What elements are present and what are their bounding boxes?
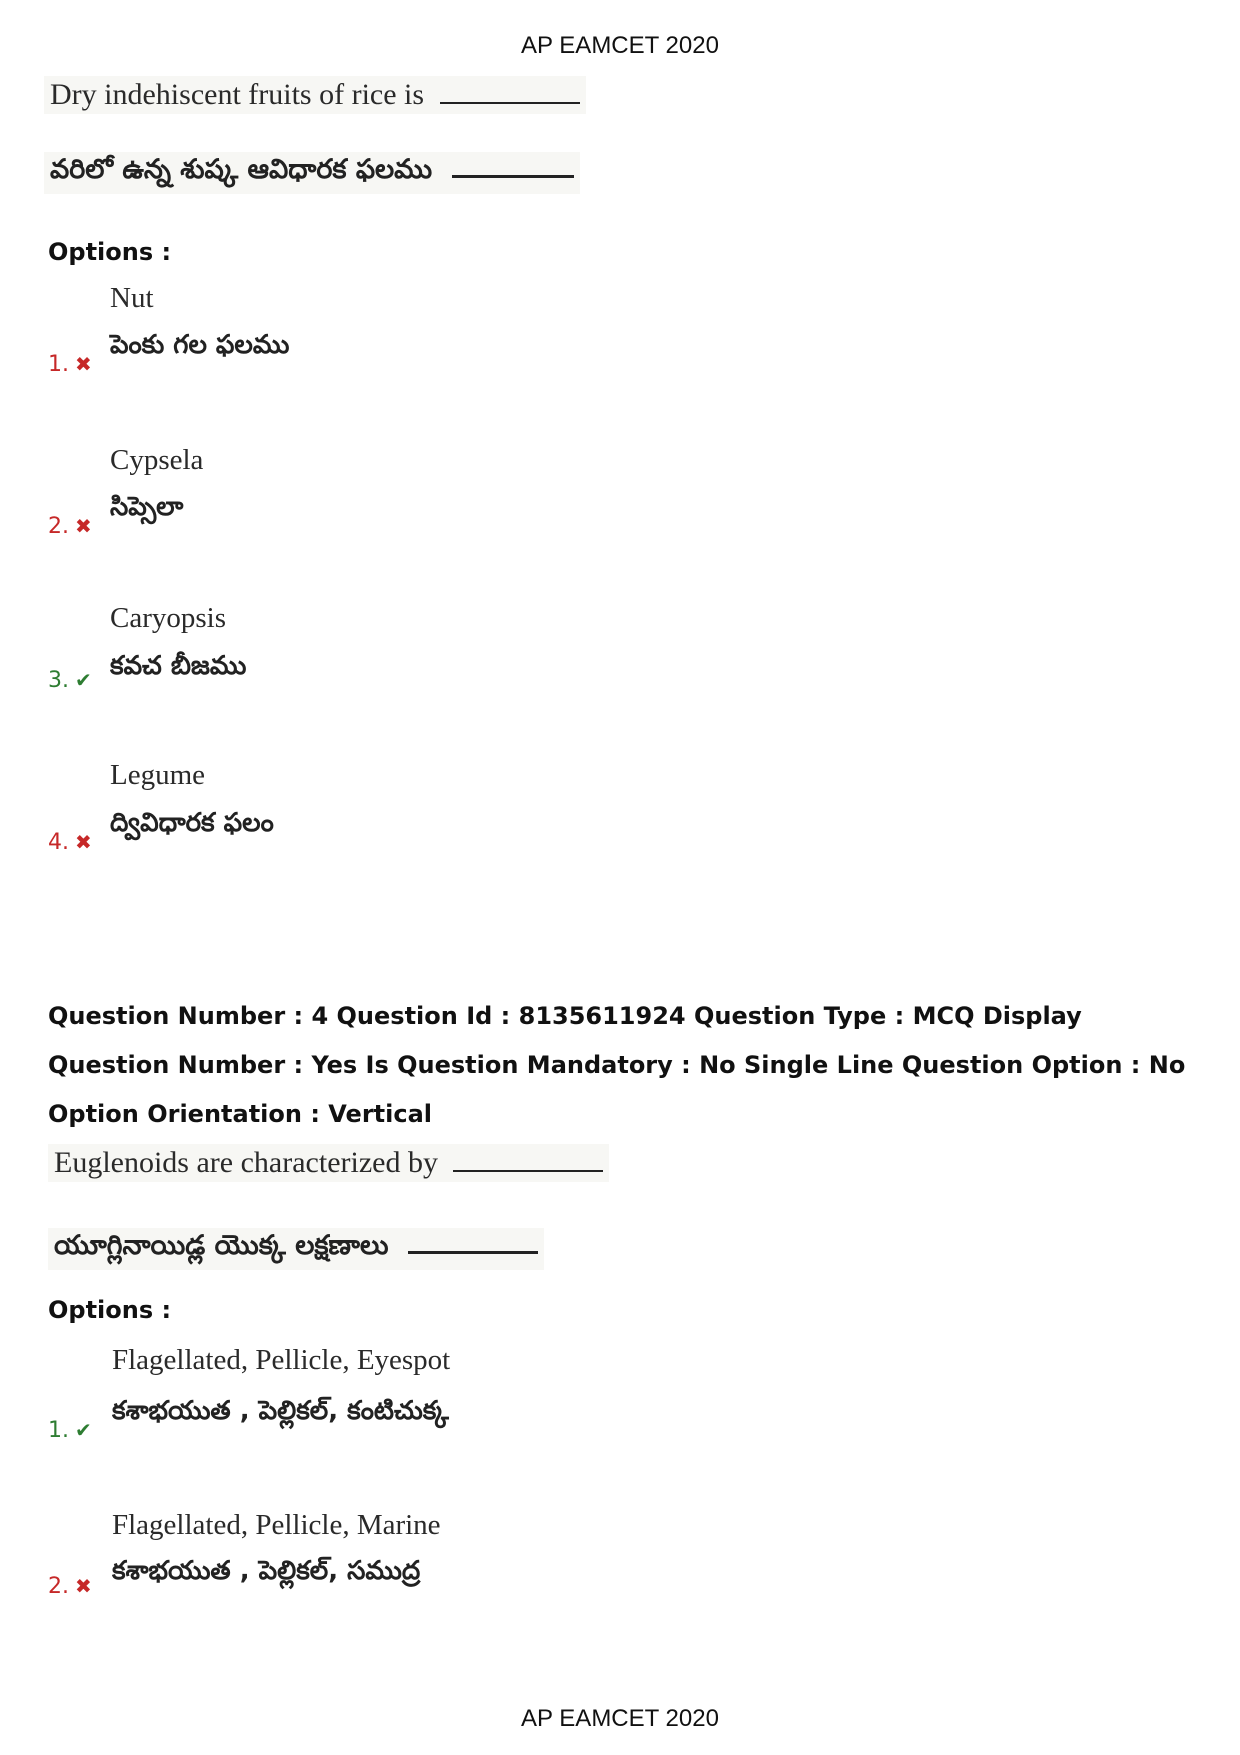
question-text: యూగ్లినాయిడ్ల యొక్క లక్షణాలు: [54, 1230, 389, 1261]
option-1-marker: [48, 352, 92, 377]
page-footer: AP EAMCET 2020: [521, 1705, 719, 1732]
option-number: 3.: [48, 668, 69, 693]
option-2-marker: [48, 1574, 92, 1599]
page-header: AP EAMCET 2020: [521, 32, 719, 59]
option-1-telugu: పెంకు గల ఫలము: [110, 330, 290, 360]
option-1-telugu: కశాభయుత , పెల్లికల్, కంటిచుక్క: [112, 1396, 449, 1426]
answer-blank: [408, 1250, 538, 1254]
question-text-telugu: [48, 1228, 544, 1270]
check-icon: ✔: [75, 668, 92, 692]
option-number: 1.: [48, 1418, 69, 1443]
option-1-english: Nut: [110, 282, 154, 314]
option-1-english: Flagellated, Pellicle, Eyespot: [112, 1344, 451, 1376]
option-1-marker: [48, 1418, 92, 1443]
option-2-english: Flagellated, Pellicle, Marine: [112, 1509, 441, 1541]
wrong-icon: ✖: [75, 352, 92, 376]
wrong-icon: ✖: [75, 514, 92, 538]
option-number: 2.: [48, 514, 69, 539]
options-label: Options :: [48, 1296, 172, 1324]
option-3-marker: [48, 668, 92, 693]
wrong-icon: ✖: [75, 1574, 92, 1598]
question-text: వరిలో ఉన్న శుష్క ఆవిధారక ఫలము: [50, 154, 433, 185]
check-icon: ✔: [75, 1418, 92, 1442]
question-text: Dry indehiscent fruits of rice is: [50, 78, 425, 111]
option-number: 1.: [48, 352, 69, 377]
answer-blank: [452, 174, 574, 178]
option-number: 2.: [48, 1574, 69, 1599]
option-4-marker: [48, 830, 92, 855]
question-text-english: [48, 1144, 609, 1182]
option-2-english: Cypsela: [110, 444, 204, 476]
option-4-telugu: ద్వివిధారక ఫలం: [110, 808, 274, 838]
wrong-icon: ✖: [75, 830, 92, 854]
option-number: 4.: [48, 830, 69, 855]
question-text-english: [44, 76, 586, 114]
option-2-telugu: కశాభయుత , పెల్లికల్, సముద్ర: [112, 1556, 421, 1586]
question-text-telugu: [44, 152, 580, 194]
option-2-marker: [48, 514, 92, 539]
question-metadata: Question Number : 4 Question Id : 8135611924 Question Type : MCQ Display Question Number : Yes Is Question Mandatory : No Single Line Question Option : No Option Orientation : Vertical: [48, 1002, 1186, 1128]
option-2-telugu: సిప్సెలా: [110, 492, 184, 522]
question-text: Euglenoids are characterized by: [54, 1146, 438, 1179]
answer-blank: [453, 1169, 603, 1172]
answer-blank: [440, 101, 580, 104]
option-3-telugu: కవచ బీజము: [110, 651, 247, 681]
option-3-english: Caryopsis: [110, 602, 226, 634]
option-4-english: Legume: [110, 759, 206, 791]
options-label: Options :: [48, 238, 172, 266]
